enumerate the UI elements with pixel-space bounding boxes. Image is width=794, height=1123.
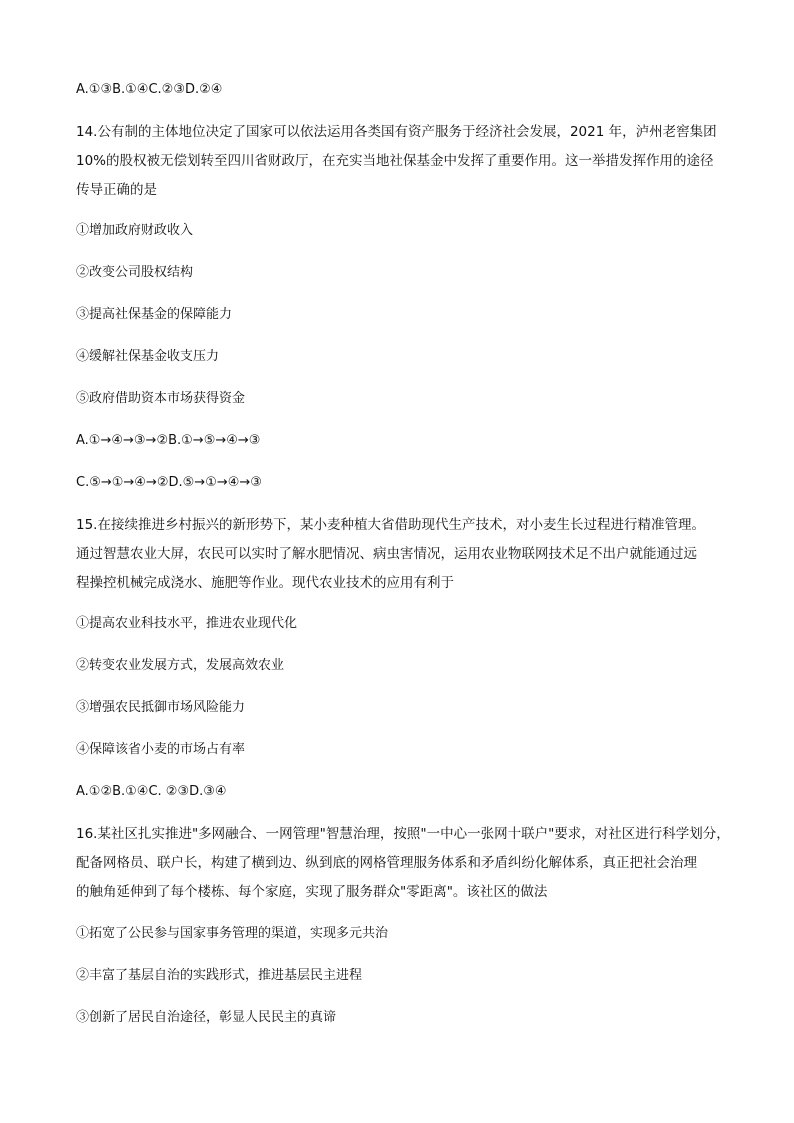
q15-stem-line-3: 程操控机械完成浇水、施肥等作业。现代农业技术的应用有利于: [76, 575, 454, 591]
q16-stem-line-1: 16.某社区扎实推进"多网融合、一网管理"智慧治理，按照"一中心一张网十联户"要求，对社区进行科学划分，: [76, 826, 730, 842]
q16-stem-line-3: 的触角延伸到了每个楼栋、每个家庭，实现了服务群众"零距离"。该社区的做法: [76, 884, 548, 900]
q14-answer-choices-1: A.①→④→③→②B.①→⑤→④→③: [76, 433, 261, 448]
q14-answer-choices-2: C.⑤→①→④→②D.⑤→①→④→③: [76, 475, 262, 490]
q15-option-4: ④保障该省小麦的市场占有率: [76, 742, 246, 757]
q14-stem-line-3: 传导正确的是: [76, 182, 157, 198]
q14-option-1: ①增加政府财政收入: [76, 223, 194, 238]
q14-option-4: ④缓解社保基金收支压力: [76, 349, 220, 364]
q16-stem-line-2: 配备网格员、联户长，构建了横到边、纵到底的网格管理服务体系和矛盾纠纷化解体系，真正把社会治理: [76, 855, 697, 871]
q15-option-1: ①提高农业科技水平，推进农业现代化: [76, 616, 298, 631]
q16-option-3: ③创新了居民自治途径，彰显人民民主的真谛: [76, 1010, 337, 1025]
q16-option-2: ②丰富了基层自治的实践形式，推进基层民主进程: [76, 968, 363, 983]
q14-option-2: ②改变公司股权结构: [76, 265, 194, 280]
q14-option-5: ⑤政府借助资本市场获得资金: [76, 391, 246, 406]
q15-stem-line-1: 15.在接续推进乡村振兴的新形势下，某小麦种植大省借助现代生产技术，对小麦生长过程进行精准管理。: [76, 517, 705, 533]
q14-stem-line-1: 14.公有制的主体地位决定了国家可以依法运用各类国有资产服务于经济社会发展，2021 年，泸州老窖集团: [76, 124, 717, 140]
q14-stem-line-2: 10%的股权被无偿划转至四川省财政厅，在充实当地社保基金中发挥了重要作用。这一举措发挥作用的途径: [76, 153, 714, 169]
q13-answer-choices: A.①③B.①④C.②③D.②④: [76, 82, 223, 97]
q14-option-3: ③提高社保基金的保障能力: [76, 307, 233, 322]
q15-stem-line-2: 通过智慧农业大屏，农民可以实时了解水肥情况、病虫害情况，运用农业物联网技术足不出户就能通过远: [76, 546, 697, 562]
q15-option-3: ③增强农民抵御市场风险能力: [76, 700, 246, 715]
q15-answer-choices: A.①②B.①④C. ②③D.③④: [76, 784, 227, 799]
q15-option-2: ②转变农业发展方式，发展高效农业: [76, 658, 285, 673]
q16-option-1: ①拓宽了公民参与国家事务管理的渠道，实现多元共治: [76, 926, 389, 941]
